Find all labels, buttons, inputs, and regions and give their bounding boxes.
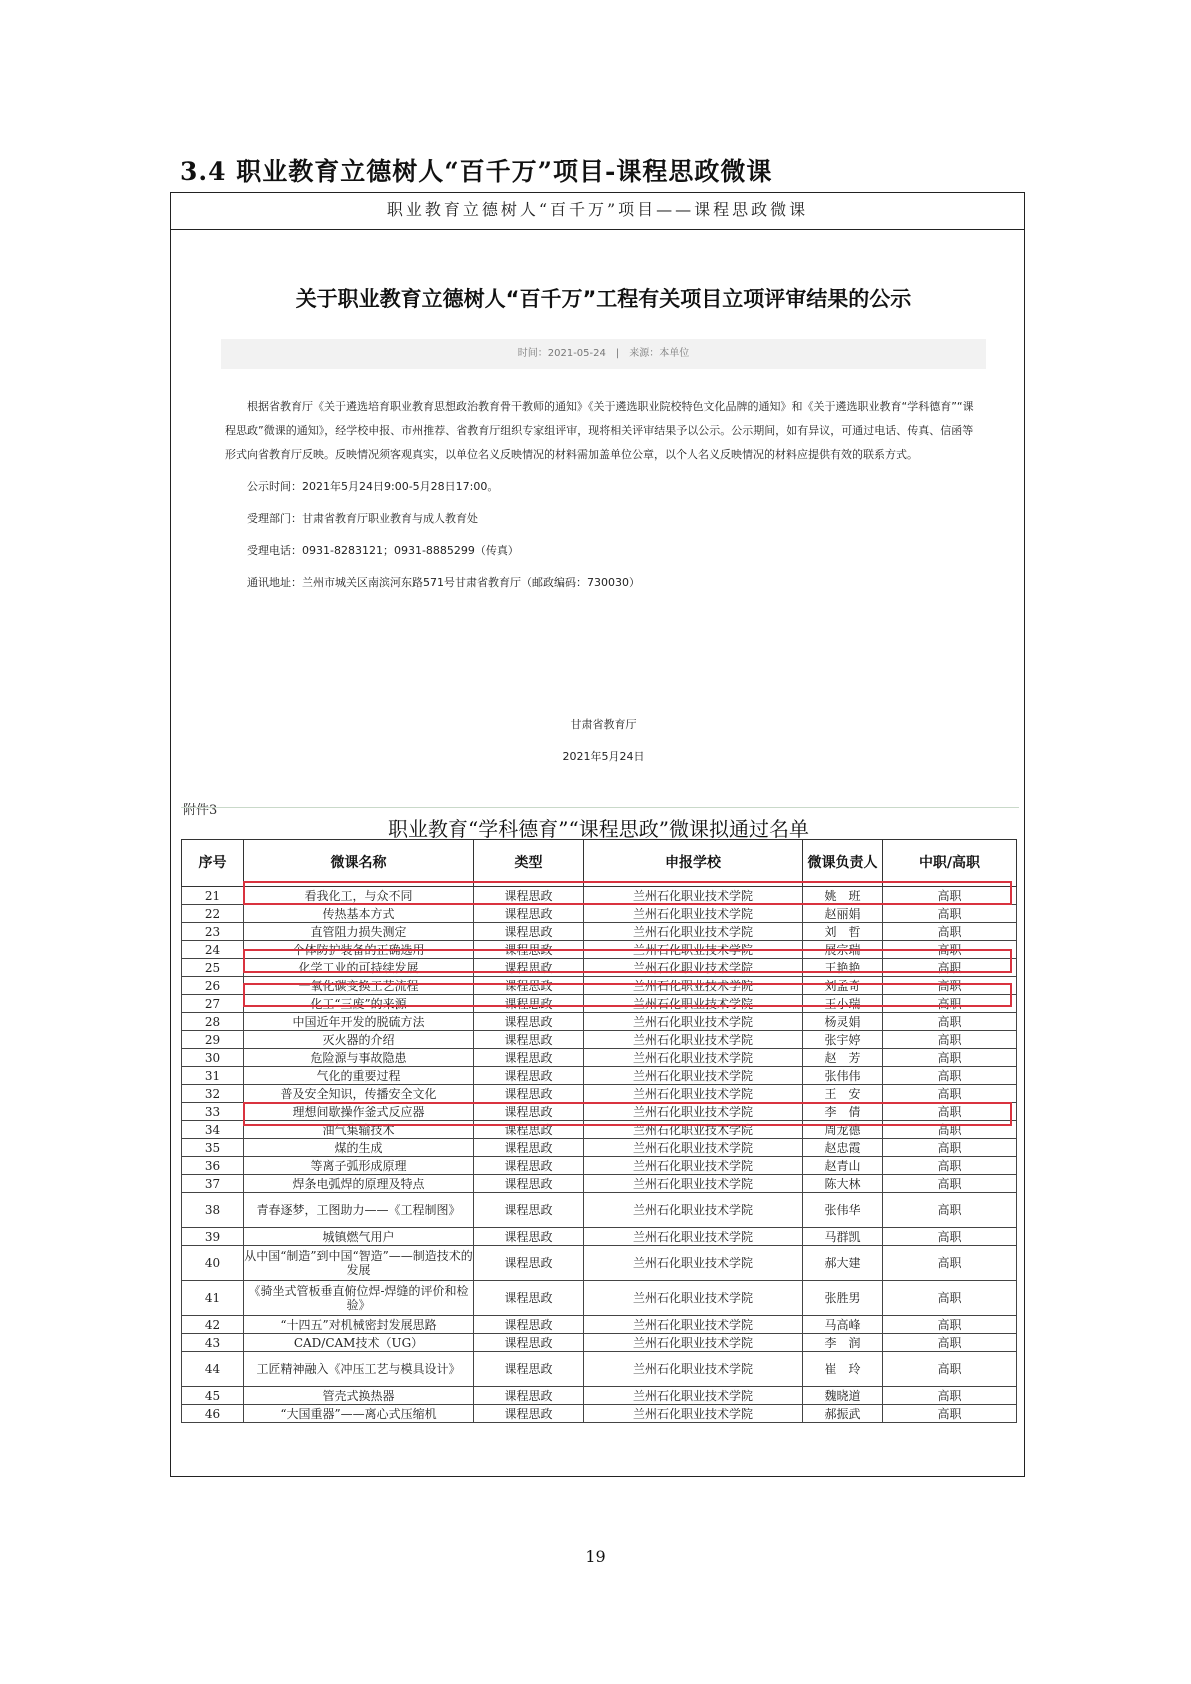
- table-cell: “十四五”对机械密封发展思路: [244, 1316, 474, 1334]
- notice-time: 公示时间：2021年5月24日9:00-5月28日17:00。: [247, 480, 499, 493]
- table-row: [182, 1175, 1017, 1193]
- table-cell: “大国重器”——离心式压缩机: [244, 1405, 474, 1423]
- table-cell: 课程思政: [474, 995, 584, 1013]
- table-cell: 课程思政: [474, 1085, 584, 1103]
- notice-address: 通讯地址：兰州市城关区南滨河东路571号甘肃省教育厅（邮政编码：730030）: [247, 576, 640, 589]
- notice-signer: 甘肃省教育厅: [570, 718, 637, 731]
- table-cell: 课程思政: [474, 1139, 584, 1157]
- table-header-row: [182, 840, 1017, 887]
- table-cell: 兰州石化职业技术学院: [584, 1085, 803, 1103]
- col-header: 中职/高职: [883, 840, 1017, 887]
- table-cell: 中国近年开发的脱硫方法: [244, 1013, 474, 1031]
- table-cell: 课程思政: [474, 1049, 584, 1067]
- table-cell: 理想间歇操作釜式反应器: [244, 1103, 474, 1121]
- table-cell: 高职: [883, 1085, 1017, 1103]
- table-cell: 工匠精神融入《冲压工艺与模具设计》: [244, 1352, 474, 1387]
- table-cell: 33: [182, 1103, 244, 1121]
- table-cell: 课程思政: [474, 1228, 584, 1246]
- table-row: [182, 923, 1017, 941]
- table-cell: 29: [182, 1031, 244, 1049]
- table-cell: 兰州石化职业技术学院: [584, 1281, 803, 1316]
- table-row: [182, 1387, 1017, 1405]
- table-cell: 高职: [883, 1139, 1017, 1157]
- table-row: [182, 1228, 1017, 1246]
- table-cell: 课程思政: [474, 1031, 584, 1049]
- col-header: 微课负责人: [803, 840, 883, 887]
- table-row: [182, 1013, 1017, 1031]
- table-cell: 高职: [883, 1031, 1017, 1049]
- table-cell: 兰州石化职业技术学院: [584, 1031, 803, 1049]
- table-cell: 34: [182, 1121, 244, 1139]
- table-row: [182, 1334, 1017, 1352]
- table-cell: 35: [182, 1139, 244, 1157]
- table-cell: 高职: [883, 995, 1017, 1013]
- table-cell: 王小瑞: [803, 995, 883, 1013]
- table-cell: 马高峰: [803, 1316, 883, 1334]
- table-cell: 高职: [883, 1228, 1017, 1246]
- notice-meta: 时间：2021-05-24 | 来源：本单位: [221, 339, 986, 369]
- table-cell: 兰州石化职业技术学院: [584, 1193, 803, 1228]
- col-header: 微课名称: [244, 840, 474, 887]
- table-cell: 化学工业的可持续发展: [244, 959, 474, 977]
- table-cell: 兰州石化职业技术学院: [584, 977, 803, 995]
- table-cell: 30: [182, 1049, 244, 1067]
- table-cell: 灭火器的介绍: [244, 1031, 474, 1049]
- table-cell: 高职: [883, 1175, 1017, 1193]
- table-cell: 展宗瑞: [803, 941, 883, 959]
- table-cell: 高职: [883, 1246, 1017, 1281]
- table-cell: 高职: [883, 1334, 1017, 1352]
- table-cell: 兰州石化职业技术学院: [584, 1139, 803, 1157]
- section-heading: 3.4 职业教育立德树人“百千万”项目-课程思政微课: [180, 157, 773, 186]
- col-header: 申报学校: [584, 840, 803, 887]
- table-cell: 课程思政: [474, 977, 584, 995]
- table-cell: 兰州石化职业技术学院: [584, 1405, 803, 1423]
- table-cell: 魏晓道: [803, 1387, 883, 1405]
- table-cell: 姚 班: [803, 887, 883, 905]
- notice: [221, 283, 986, 773]
- table-cell: 张宇婷: [803, 1031, 883, 1049]
- table-cell: 化工“三废”的来源: [244, 995, 474, 1013]
- table-cell: 气化的重要过程: [244, 1067, 474, 1085]
- notice-dept: 受理部门：甘肃省教育厅职业教育与成人教育处: [247, 512, 478, 525]
- table-cell: 郝振武: [803, 1405, 883, 1423]
- table-row: [182, 905, 1017, 923]
- table-cell: 兰州石化职业技术学院: [584, 1067, 803, 1085]
- table-cell: 24: [182, 941, 244, 959]
- table-cell: 张伟华: [803, 1193, 883, 1228]
- table-cell: 兰州石化职业技术学院: [584, 1157, 803, 1175]
- table-cell: 马群凯: [803, 1228, 883, 1246]
- screenshot-frame: [170, 192, 1025, 1477]
- table-cell: 28: [182, 1013, 244, 1031]
- table-cell: 26: [182, 977, 244, 995]
- table-cell: 课程思政: [474, 959, 584, 977]
- table-cell: 课程思政: [474, 1387, 584, 1405]
- table-cell: 兰州石化职业技术学院: [584, 1334, 803, 1352]
- table-cell: 兰州石化职业技术学院: [584, 1049, 803, 1067]
- table-cell: 23: [182, 923, 244, 941]
- table-cell: 等离子弧形成原理: [244, 1157, 474, 1175]
- table-cell: 课程思政: [474, 1121, 584, 1139]
- table-cell: 课程思政: [474, 887, 584, 905]
- table-cell: 44: [182, 1352, 244, 1387]
- table-row: [182, 1316, 1017, 1334]
- table-cell: 课程思政: [474, 1352, 584, 1387]
- table-cell: 兰州石化职业技术学院: [584, 1175, 803, 1193]
- table-cell: 课程思政: [474, 1246, 584, 1281]
- table-cell: 39: [182, 1228, 244, 1246]
- table-cell: 高职: [883, 1405, 1017, 1423]
- table-cell: 课程思政: [474, 923, 584, 941]
- table-cell: 周龙德: [803, 1121, 883, 1139]
- table-cell: 兰州石化职业技术学院: [584, 959, 803, 977]
- highlight-box: [243, 881, 1012, 905]
- table-cell: 27: [182, 995, 244, 1013]
- notice-date: 2021年5月24日: [562, 750, 645, 763]
- table-row: [182, 1281, 1017, 1316]
- table-row: [182, 1049, 1017, 1067]
- table-cell: 课程思政: [474, 1316, 584, 1334]
- table-cell: 高职: [883, 1067, 1017, 1085]
- table-cell: 管壳式换热器: [244, 1387, 474, 1405]
- table-cell: 高职: [883, 1281, 1017, 1316]
- col-header: 类型: [474, 840, 584, 887]
- table-row: [182, 1139, 1017, 1157]
- table-cell: 课程思政: [474, 1067, 584, 1085]
- table-cell: 高职: [883, 1121, 1017, 1139]
- table-cell: 煤的生成: [244, 1139, 474, 1157]
- table-cell: 张胜男: [803, 1281, 883, 1316]
- list-title: 职业教育“学科德育”“课程思政”微课拟通过名单: [388, 817, 809, 841]
- notice-title: 关于职业教育立德树人“百千万”工程有关项目立项评审结果的公示: [295, 287, 912, 311]
- table-cell: 兰州石化职业技术学院: [584, 941, 803, 959]
- table-row: [182, 1193, 1017, 1228]
- table-cell: 25: [182, 959, 244, 977]
- divider: [181, 807, 1019, 808]
- table-cell: 油气集输技术: [244, 1121, 474, 1139]
- table-cell: 看我化工，与众不同: [244, 887, 474, 905]
- approved-list-table: [181, 839, 1017, 1423]
- table-cell: 高职: [883, 923, 1017, 941]
- table-cell: 青春逐梦，工图助力——《工程制图》: [244, 1193, 474, 1228]
- table-cell: 40: [182, 1246, 244, 1281]
- table-cell: 赵 芳: [803, 1049, 883, 1067]
- table-cell: 45: [182, 1387, 244, 1405]
- table-cell: 赵丽娟: [803, 905, 883, 923]
- table-cell: 课程思政: [474, 1157, 584, 1175]
- highlight-box: [243, 1102, 1012, 1126]
- attachment-label: 附件3: [183, 803, 218, 818]
- table-cell: 高职: [883, 887, 1017, 905]
- table-cell: 赵忠霞: [803, 1139, 883, 1157]
- table-cell: 22: [182, 905, 244, 923]
- table-cell: 课程思政: [474, 1175, 584, 1193]
- table-cell: 刘孟奇: [803, 977, 883, 995]
- table-cell: 崔 玲: [803, 1352, 883, 1387]
- table-cell: 兰州石化职业技术学院: [584, 905, 803, 923]
- table-row: [182, 1031, 1017, 1049]
- table-cell: 高职: [883, 1352, 1017, 1387]
- table-cell: 课程思政: [474, 1281, 584, 1316]
- table-cell: 杨灵娟: [803, 1013, 883, 1031]
- table-cell: 兰州石化职业技术学院: [584, 1316, 803, 1334]
- table-row: [182, 1405, 1017, 1423]
- table-cell: 兰州石化职业技术学院: [584, 1387, 803, 1405]
- table-cell: 课程思政: [474, 1103, 584, 1121]
- page-number: 19: [585, 1547, 606, 1566]
- table-cell: 兰州石化职业技术学院: [584, 1121, 803, 1139]
- table-cell: 焊条电弧焊的原理及特点: [244, 1175, 474, 1193]
- table-cell: 高职: [883, 1316, 1017, 1334]
- table-cell: 高职: [883, 941, 1017, 959]
- table-cell: 41: [182, 1281, 244, 1316]
- table-cell: 传热基本方式: [244, 905, 474, 923]
- table-cell: 43: [182, 1334, 244, 1352]
- table-cell: 课程思政: [474, 1193, 584, 1228]
- table-cell: 李 润: [803, 1334, 883, 1352]
- table-cell: 高职: [883, 959, 1017, 977]
- table-cell: 高职: [883, 1157, 1017, 1175]
- table-cell: 38: [182, 1193, 244, 1228]
- table-cell: 陈大林: [803, 1175, 883, 1193]
- table-cell: 高职: [883, 1387, 1017, 1405]
- table-cell: 王艳艳: [803, 959, 883, 977]
- table-cell: 兰州石化职业技术学院: [584, 1352, 803, 1387]
- table-cell: 兰州石化职业技术学院: [584, 995, 803, 1013]
- table-row: [182, 1246, 1017, 1281]
- table-cell: 兰州石化职业技术学院: [584, 1246, 803, 1281]
- table-cell: 普及安全知识，传播安全文化: [244, 1085, 474, 1103]
- col-header: 序号: [182, 840, 244, 887]
- table-cell: 课程思政: [474, 905, 584, 923]
- table-cell: CAD/CAM技术（UG）: [244, 1334, 474, 1352]
- notice-body: 根据省教育厅《关于遴选培育职业教育思想政治教育骨干教师的通知》《关于遴选职业院校特色文化品牌的通知》和《关于遴选职业教育“学科德育”“课程思政”微课的通知》，经学校申报、市州推荐、省教育厅组织专家组评审，现将相关评审结果予以公示。公示期间，如有异议，可通过电话、传真、信函等形式向省教育厅反映。反映情况须客观真实，以单位名义反映情况的材料需加盖单位公章，以个人名义反映情况的材料应提供有效的联系方式。: [225, 400, 974, 461]
- table-cell: 城镇燃气用户: [244, 1228, 474, 1246]
- table-cell: 兰州石化职业技术学院: [584, 887, 803, 905]
- table-cell: 一氧化碳变换工艺流程: [244, 977, 474, 995]
- table-cell: 兰州石化职业技术学院: [584, 1103, 803, 1121]
- table-row: [182, 1085, 1017, 1103]
- table-cell: 个体防护装备的正确选用: [244, 941, 474, 959]
- table-cell: 李 倩: [803, 1103, 883, 1121]
- table-cell: 37: [182, 1175, 244, 1193]
- table-cell: 课程思政: [474, 1013, 584, 1031]
- notice-phone: 受理电话：0931-8283121；0931-8885299（传真）: [247, 544, 519, 557]
- table-cell: 高职: [883, 977, 1017, 995]
- table-row: [182, 1352, 1017, 1387]
- table-cell: 赵青山: [803, 1157, 883, 1175]
- table-cell: 高职: [883, 1013, 1017, 1031]
- table-cell: 王 安: [803, 1085, 883, 1103]
- table-cell: 从中国“制造”到中国“智造”——制造技术的发展: [244, 1246, 474, 1281]
- table-cell: 高职: [883, 1103, 1017, 1121]
- highlight-box: [243, 949, 1012, 973]
- table-cell: 31: [182, 1067, 244, 1085]
- table-cell: 《骑坐式管板垂直俯位焊-焊缝的评价和检验》: [244, 1281, 474, 1316]
- table-cell: 高职: [883, 905, 1017, 923]
- table-row: [182, 1157, 1017, 1175]
- highlight-box: [243, 983, 1012, 1007]
- table-cell: 42: [182, 1316, 244, 1334]
- table-cell: 兰州石化职业技术学院: [584, 923, 803, 941]
- table-cell: 课程思政: [474, 941, 584, 959]
- table-cell: 兰州石化职业技术学院: [584, 1013, 803, 1031]
- table-cell: 刘 哲: [803, 923, 883, 941]
- frame-title: 职业教育立德树人“百千万”项目——课程思政微课: [171, 193, 1024, 230]
- table-cell: 36: [182, 1157, 244, 1175]
- table-cell: 32: [182, 1085, 244, 1103]
- table-cell: 46: [182, 1405, 244, 1423]
- table-cell: 危险源与事故隐患: [244, 1049, 474, 1067]
- table-cell: 直管阻力损失测定: [244, 923, 474, 941]
- table-cell: 高职: [883, 1193, 1017, 1228]
- table-cell: 课程思政: [474, 1405, 584, 1423]
- table-cell: 兰州石化职业技术学院: [584, 1228, 803, 1246]
- table-cell: 课程思政: [474, 1334, 584, 1352]
- table-cell: 郝大建: [803, 1246, 883, 1281]
- table-cell: 高职: [883, 1049, 1017, 1067]
- table-cell: 21: [182, 887, 244, 905]
- table-row: [182, 1067, 1017, 1085]
- table-cell: 张伟伟: [803, 1067, 883, 1085]
